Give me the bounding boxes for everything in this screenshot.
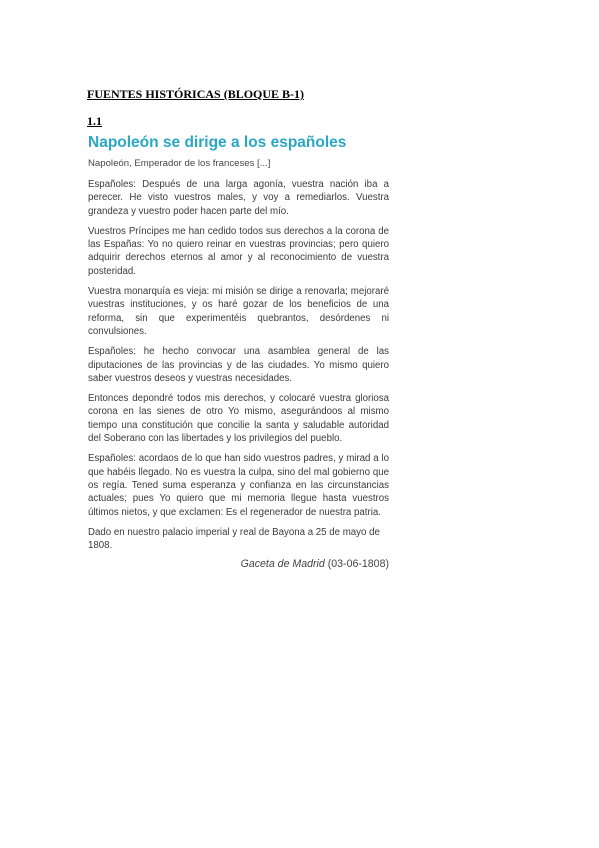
citation-date: (03-06-1808) [327,558,389,571]
closing-line: Dado en nuestro palacio imperial y real de Bayona a 25 de mayo de 1808. [88,526,380,552]
source-attribution: Napoleón, Emperador de los franceses [...] [88,158,271,169]
paragraph-6: Españoles: acordaos de lo que han sido vuestros padres, y mirad a lo que habéis llegado. No es vuestra la culpa, sino del mal gobierno que os regía. Tened suma esperanza y confianza en las circunstancias actuales; pues Yo quiero que mi memoria llegue hasta vuestros últimos nietos, y que exclamen: Es el regenerador de nuestra patria. [88,453,389,518]
citation [88,558,389,570]
historical-source [88,133,389,570]
paragraph-5: Entonces depondré todos mis derechos, y colocaré vuestra gloriosa corona en las sienes de otro Yo mismo, asegurándoos al mismo tiempo una constitución que concilie la santa y saludable autoridad del Soberano con las libertades y los privilegios del pueblo. [88,393,389,445]
paragraph-4: Españoles: he hecho convocar una asamblea general de las diputaciones de las provincias y de las ciudades. Yo mismo quiero saber vuestros deseos y vuestras necesidades. [88,346,389,384]
paragraph-1: Españoles: Después de una larga agonía, vuestra nación iba a perecer. He visto vuestros males, y voy a remediarlos. Vuestra grandeza y vuestro poder hacen parte del mío. [88,179,389,217]
page-heading: FUENTES HISTÓRICAS (BLOQUE B-1) [87,87,305,101]
citation-title: Gaceta de Madrid [240,558,325,571]
paragraph-3: Vuestra monarquía es vieja: mi misión se dirige a renovarla; mejoraré vuestras instituciones, y os haré gozar de los beneficios de una reforma, sin que experimentéis quebrantos, desórdenes ni convulsiones. [88,286,389,337]
section-number: 1.1 [87,114,102,128]
source-title: Napoleón se dirige a los españoles [88,134,347,151]
paragraph-2: Vuestros Príncipes me han cedido todos sus derechos a la corona de las Españas: Yo no quiero reinar en vuestras provincias; pero quiero adquirir derechos eternos al amor y al reconocimiento de vuestra posteridad. [88,225,389,277]
